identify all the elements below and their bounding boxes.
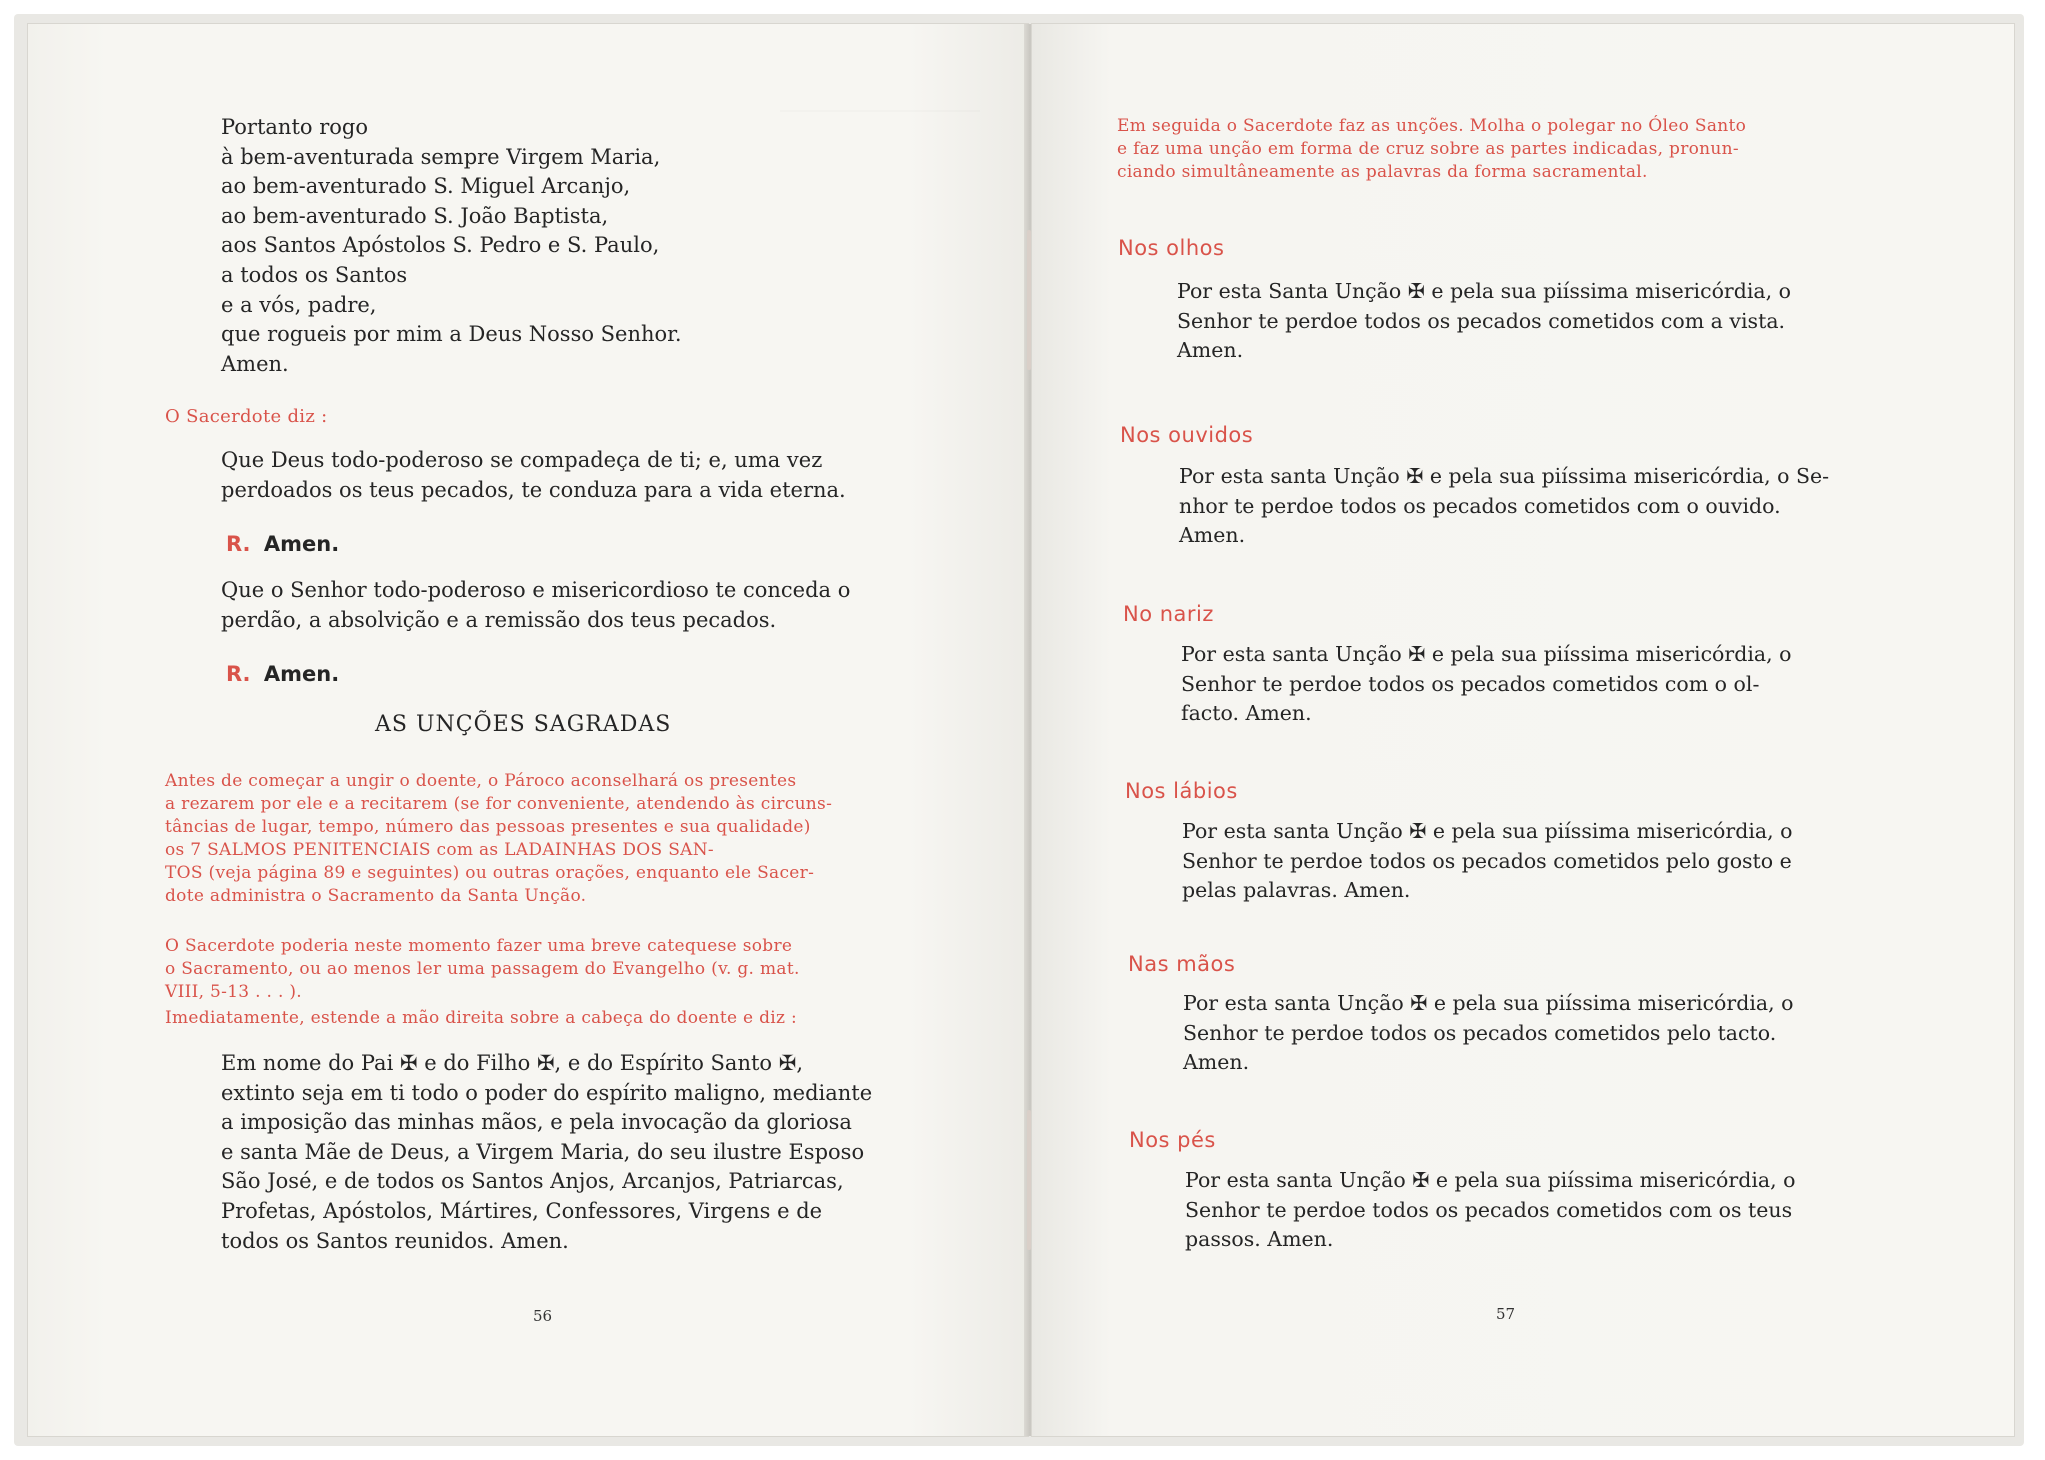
text-line: Por esta Santa Unção ✠ e pela sua piíssima misericórdia, o	[1177, 279, 1791, 303]
heading-lips: Nos lábios	[1125, 779, 1238, 803]
text-line: Por esta santa Unção ✠ e pela sua piíssima misericórdia, o	[1185, 1168, 1796, 1192]
text-line: Senhor te perdoe todos os pecados cometidos pelo tacto.	[1183, 1020, 1777, 1045]
text-line: todos os Santos reunidos. Amen.	[221, 1228, 569, 1253]
prayer-line: que rogueis por mim a Deus Nosso Senhor.	[221, 322, 682, 347]
page-number-left: 56	[533, 1307, 553, 1325]
response-2	[226, 660, 339, 690]
text-line: Que o Senhor todo-poderoso e misericordioso te conceda o	[221, 578, 851, 602]
prayer-line: ao bem-aventurado S. Miguel Arcanjo,	[221, 174, 631, 199]
response-text: Amen.	[263, 662, 340, 686]
text-line: Amen.	[1177, 338, 1244, 363]
anointing-eyes-text	[1177, 277, 1897, 366]
text-line: Senhor te perdoe todos os pecados cometidos pelo gosto e	[1182, 848, 1792, 873]
rubric-laying-hands: Imediatamente, estende a mão direita sobre a cabeça do doente e diz :	[165, 1008, 798, 1028]
anointing-ears-text	[1179, 462, 1899, 551]
response-marker: R.	[226, 532, 251, 556]
heading-eyes: Nos olhos	[1118, 236, 1225, 260]
anointing-feet-text	[1185, 1166, 1905, 1255]
rubric-line: a rezarem por ele e a recitarem (se for conveniente, atendendo às circuns-	[165, 794, 833, 814]
text-line: Por esta santa Unção ✠ e pela sua piíssima misericórdia, o	[1181, 642, 1792, 666]
binding-stitch	[1027, 1110, 1031, 1250]
response-marker: R.	[226, 662, 251, 686]
text-line: Por esta santa Unção ✠ e pela sua piíssima misericórdia, o Se-	[1179, 464, 1830, 488]
text-line: facto. Amen.	[1181, 701, 1312, 726]
absolution-text-1	[221, 446, 921, 505]
text-line: Senhor te perdoe todos os pecados cometidos com a vista.	[1177, 308, 1786, 333]
rubric-line: ciando simultâneamente as palavras da forma sacramental.	[1117, 162, 1648, 182]
heading-nose: No nariz	[1123, 602, 1214, 626]
rubric-catechesis	[165, 935, 930, 1004]
prayer-line: ao bem-aventurado S. João Baptista,	[221, 203, 609, 228]
text-line: perdoados os teus pecados, te conduza para a vida eterna.	[221, 477, 846, 502]
binding-stitch	[1027, 230, 1031, 370]
text-line: perdão, a absolvição e a remissão dos teus pecados.	[221, 607, 777, 632]
rubric-sacerdote: O Sacerdote diz :	[165, 406, 328, 427]
exorcism-prayer	[221, 1049, 961, 1256]
text-line: e santa Mãe de Deus, a Virgem Maria, do seu ilustre Esposo	[221, 1139, 865, 1164]
page-number-right: 57	[1496, 1305, 1516, 1323]
response-1	[226, 530, 339, 560]
text-line: Senhor te perdoe todos os pecados cometidos com o ol-	[1181, 671, 1760, 696]
rubric-line: TOS (veja página 89 e seguintes) ou outras orações, enquanto ele Sacer-	[165, 863, 815, 883]
anointing-nose-text	[1181, 640, 1901, 729]
rubric-line: Antes de começar a ungir o doente, o Pároco aconselhará os presentes	[165, 771, 797, 791]
rubric-line: tâncias de lugar, tempo, número das pessoas presentes e sua qualidade)	[165, 817, 811, 837]
rubric-line: VIII, 5-13 . . . ).	[165, 982, 302, 1002]
absolution-text-2	[221, 576, 921, 635]
prayer-line: Amen.	[221, 351, 289, 376]
rubric-line: O Sacerdote poderia neste momento fazer uma breve catequese sobre	[165, 936, 793, 956]
rubric-line: e faz uma unção em forma de cruz sobre as partes indicadas, pronun-	[1117, 139, 1739, 159]
section-title: AS UNÇÕES SAGRADAS	[375, 712, 672, 737]
text-line: Amen.	[1183, 1050, 1250, 1075]
rubric-before-anointing	[165, 770, 930, 908]
heading-hands: Nas mãos	[1128, 952, 1236, 976]
closing-prayer	[221, 113, 781, 379]
text-line: extinto seja em ti todo o poder do espírito maligno, mediante	[221, 1080, 873, 1105]
rubric-line: Em seguida o Sacerdote faz as unções. Molha o polegar no Óleo Santo	[1117, 116, 1747, 136]
text-line: passos. Amen.	[1185, 1227, 1334, 1252]
anointing-hands-text	[1183, 989, 1903, 1078]
response-text: Amen.	[263, 532, 340, 556]
prayer-line: aos Santos Apóstolos S. Pedro e S. Paulo,	[221, 233, 660, 258]
rubric-line: o Sacramento, ou ao menos ler uma passagem do Evangelho (v. g. mat.	[165, 959, 800, 979]
anointing-lips-text	[1182, 817, 1902, 906]
prayer-line: Portanto rogo	[221, 115, 368, 139]
bleed-through-texture	[780, 110, 980, 312]
text-line: Amen.	[1179, 523, 1246, 548]
text-line: Em nome do Pai ✠ e do Filho ✠, e do Espírito Santo ✠,	[221, 1051, 803, 1075]
text-line: pelas palavras. Amen.	[1182, 878, 1411, 903]
text-line: nhor te perdoe todos os pecados cometidos com o ouvido.	[1179, 493, 1781, 518]
prayer-line: a todos os Santos	[221, 262, 408, 287]
text-line: a imposição das minhas mãos, e pela invocação da gloriosa	[221, 1110, 852, 1135]
text-line: Senhor te perdoe todos os pecados cometidos com os teus	[1185, 1197, 1793, 1222]
prayer-line: e a vós, padre,	[221, 292, 377, 317]
text-line: Por esta santa Unção ✠ e pela sua piíssima misericórdia, o	[1183, 991, 1794, 1015]
text-line: São José, e de todos os Santos Anjos, Arcanjos, Patriarcas,	[221, 1169, 844, 1194]
prayer-line: à bem-aventurada sempre Virgem Maria,	[221, 144, 661, 169]
rubric-anointing-intro	[1117, 115, 1897, 184]
text-line: Profetas, Apóstolos, Mártires, Confessores, Virgens e de	[221, 1198, 823, 1223]
heading-ears: Nos ouvidos	[1120, 423, 1254, 447]
rubric-line: dote administra o Sacramento da Santa Unção.	[165, 886, 587, 906]
text-line: Que Deus todo-poderoso se compadeça de ti; e, uma vez	[221, 448, 823, 472]
heading-feet: Nos pés	[1129, 1128, 1216, 1152]
rubric-line: os 7 SALMOS PENITENCIAIS com as LADAINHAS DOS SAN-	[165, 840, 714, 860]
text-line: Por esta santa Unção ✠ e pela sua piíssima misericórdia, o	[1182, 819, 1793, 843]
